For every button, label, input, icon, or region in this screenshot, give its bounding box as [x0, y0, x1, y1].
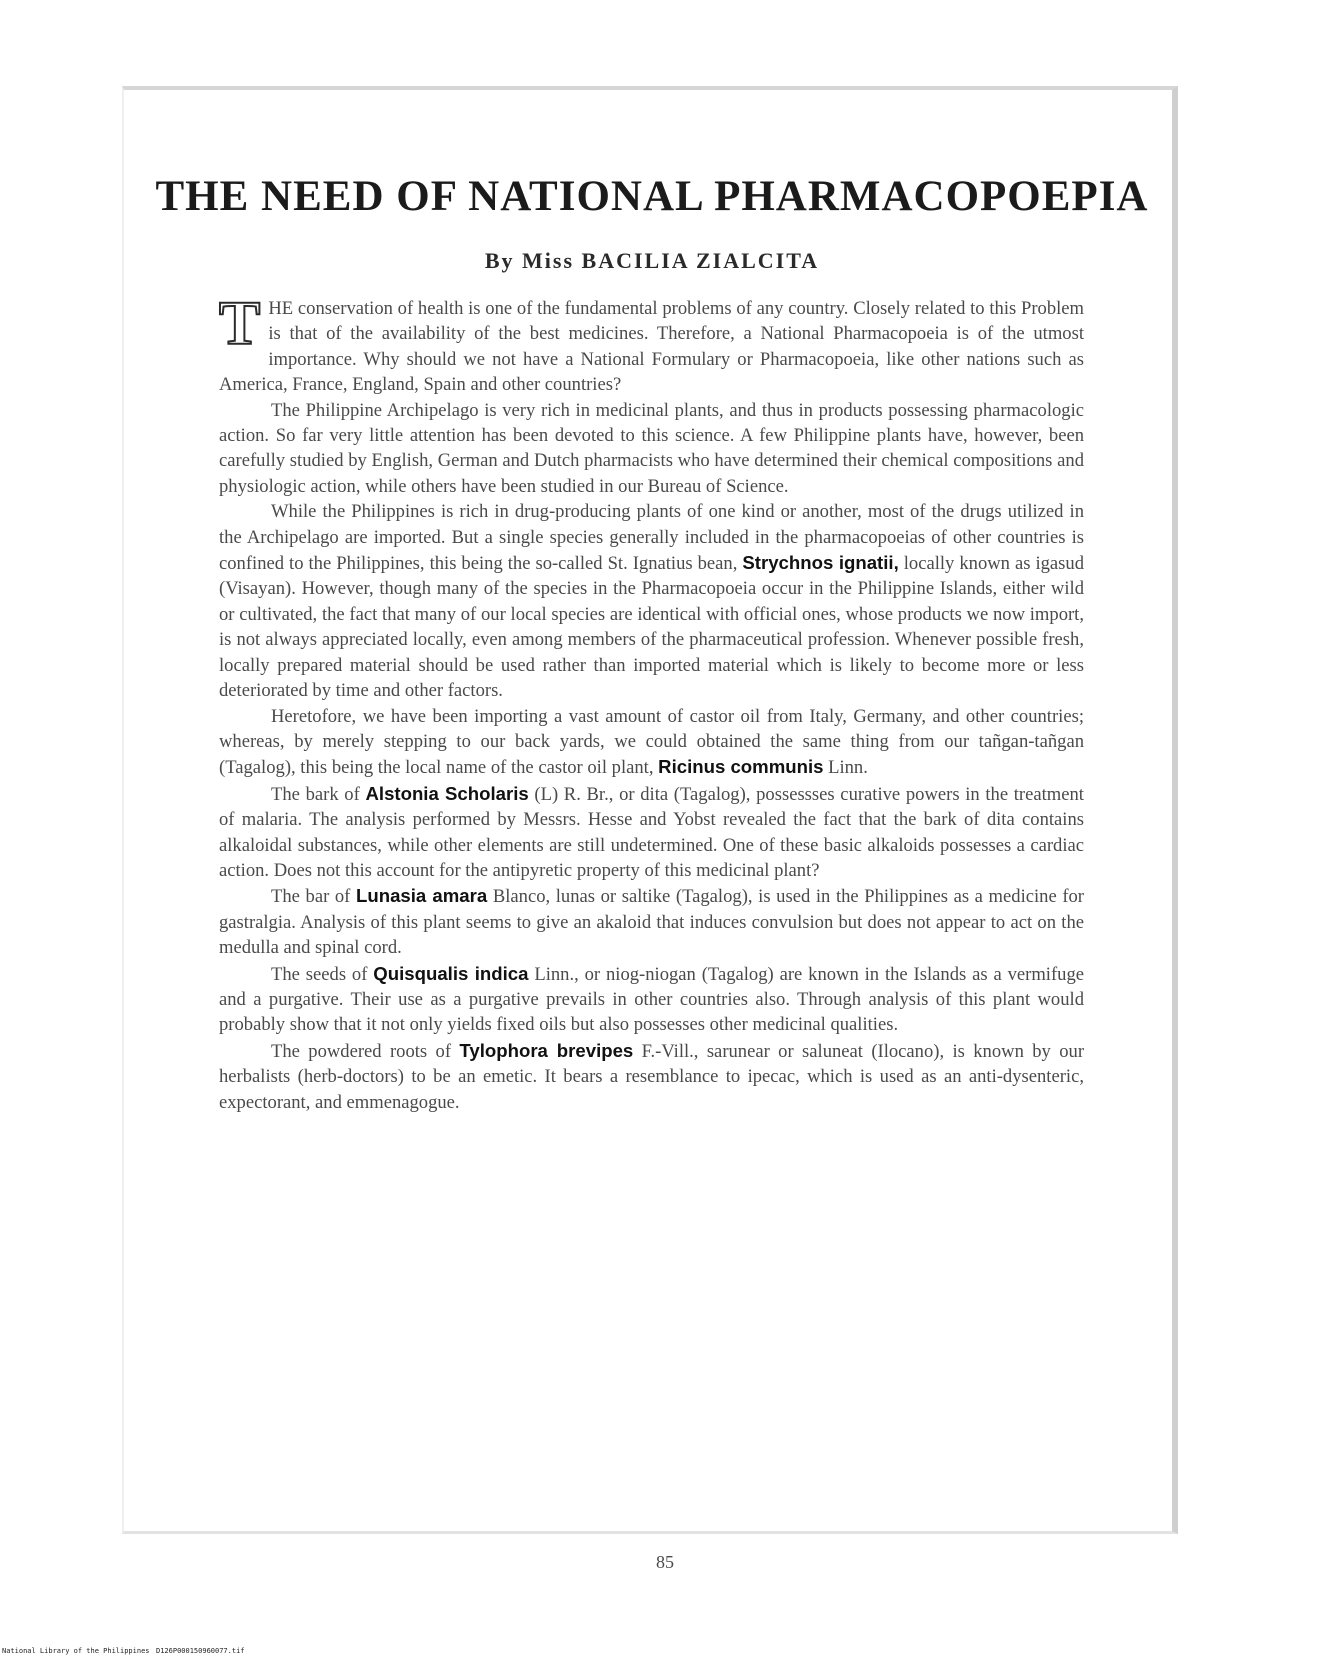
paragraph-text: (L) R. Br., or dita (Tagalog), possessses curative powers in the treatment of malaria. The analysis performed by Messrs. Hesse and Yobst revealed the fact that the bark of dita contains alkaloidal substances, while other elements are still undetermined. One of these basic alkaloids possesses a cardiac action. Does not this account for the antipyretic property of this medicinal plant?	[219, 783, 1084, 881]
page-frame	[122, 86, 1178, 1534]
paragraph-5	[219, 781, 1084, 884]
paragraph-text: The bark of	[271, 783, 366, 805]
paragraph-text: Linn.	[823, 757, 868, 779]
footer-library: National Library of the Philippines	[2, 1647, 150, 1655]
article-body	[219, 290, 1085, 1115]
article-title: THE NEED OF NATIONAL PHARMACOPOEPIA	[155, 173, 1149, 220]
page-number: 85	[656, 1552, 674, 1572]
paragraph-text: While the Philippines is rich in drug-producing plants of one kind or another, most of the drugs utilized in the Archipelago are imported. But a single species generally included in the pharmacopoeias of other countries is confined to the Philippines, this being the so-called St. Ignatius bean,	[219, 501, 1084, 575]
scientific-name: Tylophora brevipes	[459, 1039, 634, 1061]
paragraph-text: locally known as igasud (Visayan). However, though many of the species in the Pharmacopoeia occur in the Philippine Islands, either wild or cultivated, the fact that many of our local species are identical with official ones, whose products we now import, is not always appreciated locally, even among members of the pharmaceutical profession. Whenever possible fresh, locally prepared material should be used rather than imported material which is likely to become more or less deteriorated by time and other factors.	[219, 553, 1085, 702]
footer-filename: D126P000150960077.tif	[156, 1647, 245, 1655]
paragraph-text: HE conservation of health is one of the fundamental problems of any country. Closely related to this Problem is that of the availability of the best medicines. Therefore, a National Pharmacopoeia is of the utmost importance. Why should we not have a National Formulary or Pharmacopoeia, like other nations such as America, France, England, Spain and other countries?	[219, 298, 1084, 396]
paragraph-1	[219, 290, 1084, 398]
paragraph-text: Heretofore, we have been importing a vast amount of castor oil from Italy, Germany, and other countries; whereas, by merely stepping to our back yards, we could obtained the same thing from our tañgan-tañgan (Tagalog), this being the local name of the castor oil plant,	[219, 705, 1084, 779]
paragraph-text: F.-Vill., sarunear or saluneat (Ilocano), is known by our herbalists (herb-doctors) to be an emetic. It bears a resemblance to ipecac, which is used as an anti-dysenteric, expectorant, and emmenagogue.	[219, 1040, 1085, 1113]
article-byline: By Miss BACILIA ZIALCITA	[484, 248, 820, 273]
paragraph-text: Linn., or niog-niogan (Tagalog) are known in the Islands as a vermifuge and a purgative. Their use as a purgative prevails in other countries also. Through analysis of this plant would probably show that it not only yields fixed oils but also possesses other medicinal qualities.	[219, 963, 1084, 1036]
paragraph-6	[219, 883, 1084, 960]
paragraph-text: The Philippine Archipelago is very rich in medicinal plants, and thus in products possessing pharmacologic action. So far very little attention has been devoted to this science. A few Philippine plants have, however, been carefully studied by English, German and Dutch pharmacists who have determined their chemical compositions and physiologic action, while others have been studied in our Bureau of Science.	[219, 399, 1084, 497]
paragraph-text: The powdered roots of	[271, 1040, 460, 1062]
paragraph-4	[219, 704, 1084, 781]
paragraph-text: Blanco, lunas or saltike (Tagalog), is used in the Philippines as a medicine for gastralgia. Analysis of this plant seems to give an akaloid that induces convulsion but does not appear to act on the medulla and spinal cord.	[219, 886, 1084, 959]
scientific-name: Strychnos ignatii,	[742, 552, 899, 574]
scientific-name: Lunasia amara	[356, 885, 488, 907]
paragraph-3	[219, 499, 1084, 703]
paragraph-8	[219, 1038, 1084, 1115]
scientific-name: Alstonia Scholaris	[365, 782, 529, 804]
paragraph-text: The bar of	[271, 886, 356, 908]
paragraph-text: The seeds of	[271, 963, 374, 985]
paragraph-2	[219, 398, 1084, 500]
scientific-name: Ricinus communis	[658, 756, 824, 778]
drop-cap: T	[219, 290, 261, 358]
scientific-name: Quisqualis indica	[373, 962, 529, 984]
paragraph-7	[219, 961, 1084, 1038]
